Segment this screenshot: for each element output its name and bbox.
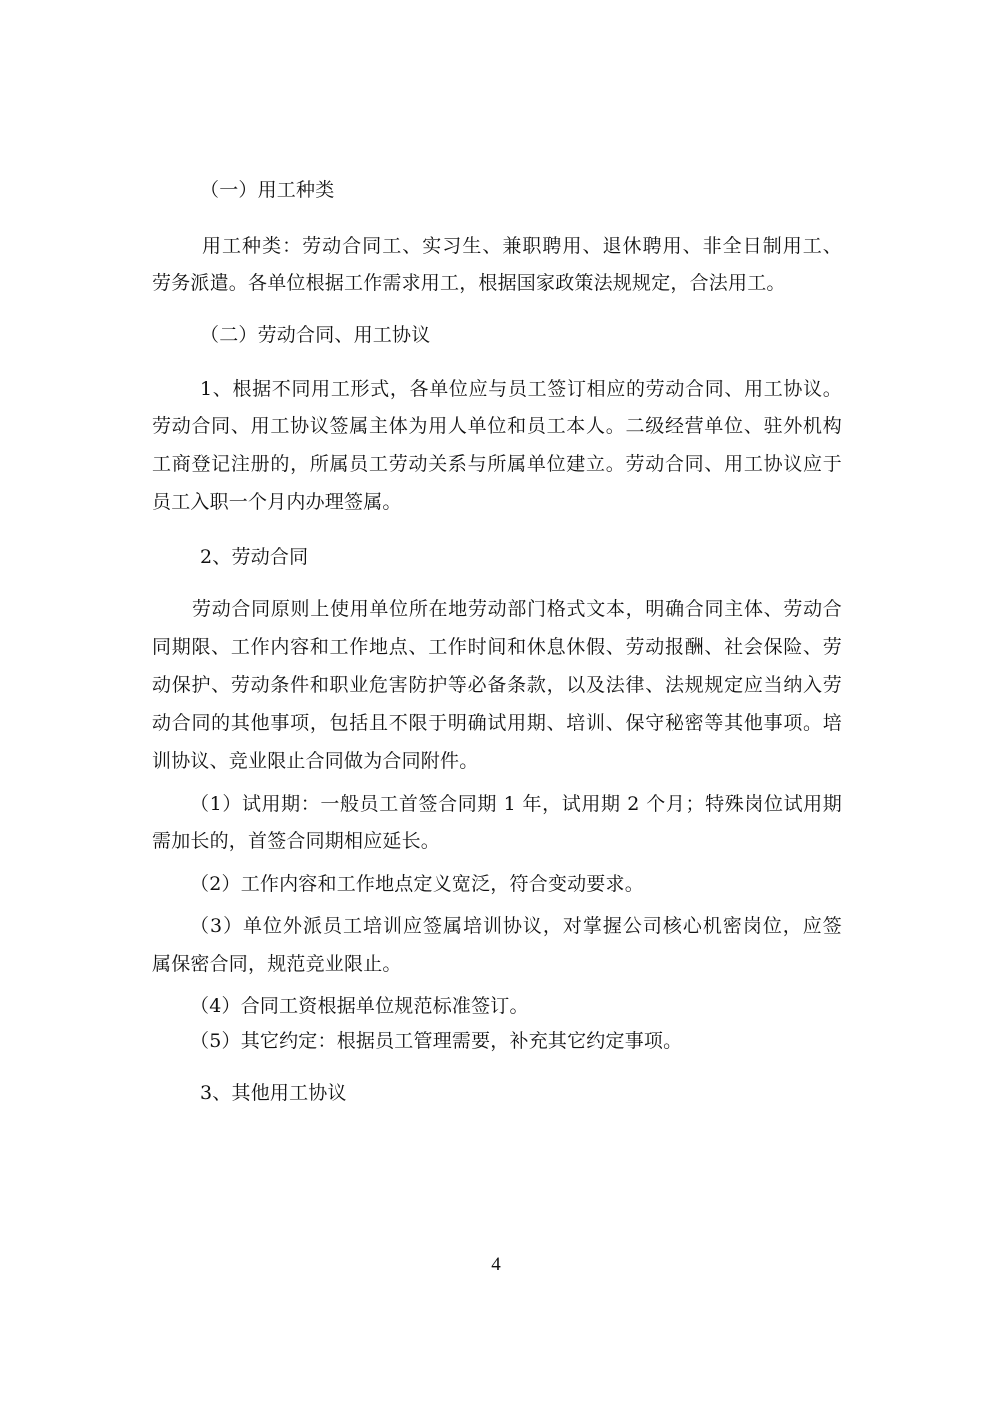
paragraph-labor-contract-line-5: 训协议、竞业限止合同做为合同附件。	[152, 750, 479, 772]
paragraph-contract-forms-line-3: 工商登记注册的，所属员工劳动关系与所属单位建立。劳动合同、用工协议应于	[152, 453, 842, 475]
list-item-probation-line-2: 需加长的，首签合同期相应延长。	[152, 830, 441, 852]
paragraph-contract-forms-line-1: 1、根据不同用工形式，各单位应与员工签订相应的劳动合同、用工协议。	[200, 378, 842, 400]
list-item-wages: （4）合同工资根据单位规范标准签订。	[190, 995, 529, 1017]
list-item-work-content: （2）工作内容和工作地点定义宽泛，符合变动要求。	[190, 873, 644, 895]
list-item-other-agreements: （5）其它约定：根据员工管理需要，补充其它约定事项。	[190, 1030, 683, 1052]
section-heading-labor-contracts: （二）劳动合同、用工协议	[200, 324, 431, 346]
paragraph-labor-contract-line-3: 动保护、劳动条件和职业危害防护等必备条款，以及法律、法规规定应当纳入劳	[152, 674, 842, 696]
paragraph-labor-contract-line-4: 动合同的其他事项，包括且不限于明确试用期、培训、保守秘密等其他事项。培	[152, 712, 842, 734]
paragraph-contract-forms-line-4: 员工入职一个月内办理签属。	[152, 491, 402, 513]
list-item-training-line-2: 属保密合同，规范竞业限止。	[152, 953, 402, 975]
section-heading-employment-types: （一）用工种类	[200, 179, 335, 201]
page-number: 4	[491, 1254, 501, 1275]
paragraph-employment-types-line-1: 用工种类：劳动合同工、实习生、兼职聘用、退休聘用、非全日制用工、	[202, 235, 842, 257]
list-item-probation-line-1: （1）试用期：一般员工首签合同期 1 年，试用期 2 个月；特殊岗位试用期	[190, 793, 842, 815]
list-item-training-line-1: （3）单位外派员工培训应签属培训协议，对掌握公司核心机密岗位，应签	[190, 915, 842, 937]
subsection-heading-labor-contract: 2、劳动合同	[200, 546, 309, 568]
paragraph-contract-forms-line-2: 劳动合同、用工协议签属主体为用人单位和员工本人。二级经营单位、驻外机构	[152, 415, 842, 437]
paragraph-employment-types-line-2: 劳务派遣。各单位根据工作需求用工，根据国家政策法规规定，合法用工。	[152, 272, 786, 294]
paragraph-labor-contract-line-2: 同期限、工作内容和工作地点、工作时间和休息休假、劳动报酬、社会保险、劳	[152, 636, 842, 658]
paragraph-labor-contract-line-1: 劳动合同原则上使用单位所在地劳动部门格式文本，明确合同主体、劳动合	[192, 598, 842, 620]
subsection-heading-other-agreements: 3、其他用工协议	[200, 1082, 347, 1104]
